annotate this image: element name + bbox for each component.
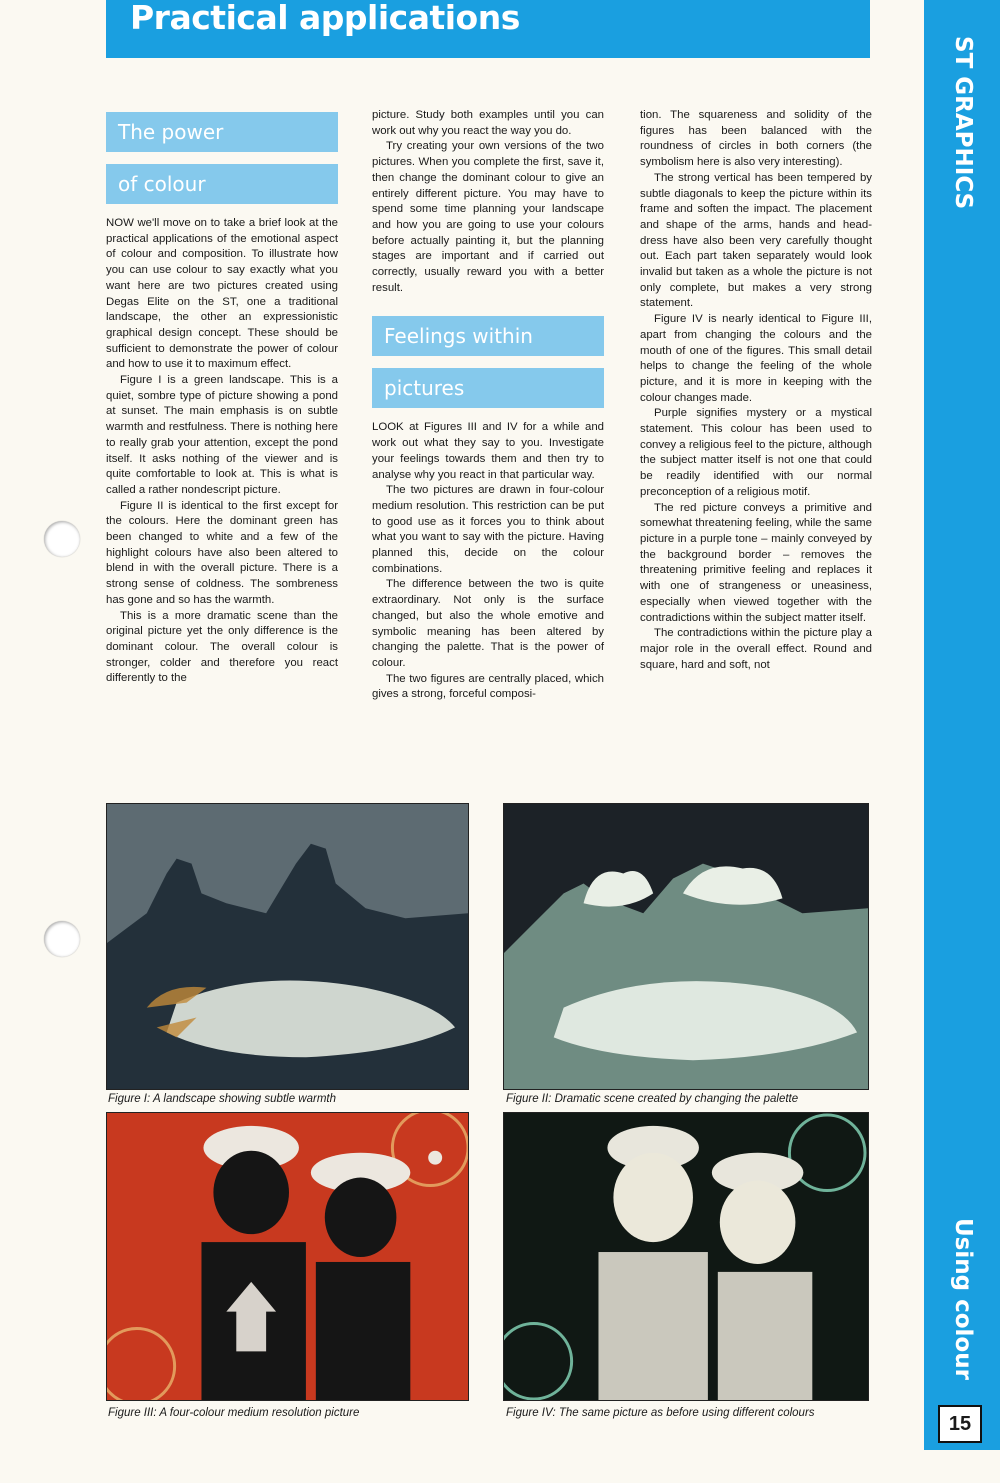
paragraph: NOW we'll move on to take a brief look at the practical applications of the emotional aspect of colour and composition. To illustrate how you can use colour to say exactly what you want here are two pictures created using Degas Elite on the ST, one a traditional landscape, the other an expressionistic graphical design concept. These should be sufficient to demonstrate the power of colour and how to use it to maximum effect. bbox=[106, 217, 338, 371]
figure-3-portrait bbox=[106, 1112, 469, 1401]
punch-hole bbox=[44, 921, 80, 957]
text-column-3 bbox=[640, 108, 872, 673]
section-heading: The power bbox=[106, 112, 338, 152]
figure-caption: Figure II: Dramatic scene created by changing the palette bbox=[506, 1093, 799, 1105]
section-heading: of colour bbox=[106, 164, 338, 204]
figure-caption: Figure IV: The same picture as before using different colours bbox=[506, 1407, 815, 1419]
page-number: 15 bbox=[938, 1405, 982, 1443]
chapter-label: Using colour bbox=[950, 1218, 976, 1380]
paragraph: The red picture conveys a primitive and somewhat threatening feeling, while the same picture in a purple tone – mainly conveyed by the background border – removes the threatening primitive feeling and replaces it with one of strangeness or uneasiness, especially when viewed together with the contradictions within the subject matter itself. bbox=[640, 501, 872, 624]
text-column-1 bbox=[106, 108, 338, 687]
paragraph: picture. Study both examples until you can work out why you react the way you do. bbox=[372, 109, 604, 137]
paragraph: The contradictions within the picture play a major role in the overall effect. Round and square, hard and soft, not bbox=[640, 627, 872, 671]
section-heading: pictures bbox=[372, 368, 604, 408]
figure-caption: Figure III: A four-colour medium resolution picture bbox=[108, 1407, 360, 1419]
punch-hole bbox=[44, 521, 80, 557]
section-label: ST GRAPHICS bbox=[950, 36, 976, 210]
paragraph: Purple signifies mystery or a mystical statement. This colour has been used to convey a religious feel to the picture, although the subject matter itself is not one that could be readily identified with our normal preconception of a religious motif. bbox=[640, 407, 872, 498]
paragraph: This is a more dramatic scene than the original picture yet the only difference is the dominant colour. The overall colour is stronger, colder and therefore you react differently to the bbox=[106, 609, 338, 685]
paragraph: Try creating your own versions of the two pictures. When you complete the first, save it, then change the dominant colour to give an entirely different picture. You may have to spend some time planning your landscape and how you are going to use your colours before actually painting it, but the planning stages are important and if carried out correctly, usually reward you with a better result. bbox=[372, 140, 604, 294]
figure-2-landscape bbox=[503, 803, 869, 1090]
paragraph: The two figures are centrally placed, which gives a strong, forceful composi- bbox=[372, 672, 604, 701]
paragraph: LOOK at Figures III and IV for a while and work out what they say to you. Investigate your feelings towards them and then try to analyse why you react in that particular way. bbox=[372, 421, 604, 481]
paragraph: The difference between the two is quite extraordinary. Not only is the surface changed, but also the whole emotive and symbolic meaning has been altered by changing the palette. That is the power of colour. bbox=[372, 578, 604, 669]
page-title: Practical applications bbox=[130, 0, 520, 37]
paragraph: The two pictures are drawn in four-colour medium resolution. This restriction can be put to good use as it forces you to think about what you want to say with the picture. Having planned this, decide on the colour combinations. bbox=[372, 484, 604, 575]
figure-caption: Figure I: A landscape showing subtle warmth bbox=[108, 1093, 336, 1105]
paragraph: Figure I is a green landscape. This is a quiet, sombre type of picture showing a pond at sunset. The main emphasis is on subtle warmth and restfulness. There is nothing here to really grab your attention, except the pond itself. It asks nothing of the viewer and is quite comfortable to look at. This is what is called a rather nondescript picture. bbox=[106, 374, 338, 496]
paragraph: tion. The squareness and solidity of the figures has been balanced with the roundness of circles in both corners (the symbolism here is also very interesting). bbox=[640, 109, 872, 169]
section-heading: Feelings within bbox=[372, 316, 604, 356]
figure-4-portrait bbox=[503, 1112, 869, 1401]
figure-1-landscape bbox=[106, 803, 469, 1090]
text-column-2 bbox=[372, 108, 604, 703]
paragraph: Figure II is identical to the first except for the colours. Here the dominant green has been changed to white and a few of the highlight colours have also been altered to blend in with the overall picture. There is a strong sense of coldness. The sombreness has gone and so has the warmth. bbox=[106, 499, 338, 606]
side-band bbox=[924, 0, 1000, 1450]
paragraph: Figure IV is nearly identical to Figure III, apart from changing the colours and the mouth of one of the figures. This small detail helps to change the feeling of the whole picture, and it is more in keeping with the colour changes made. bbox=[640, 313, 872, 404]
paragraph: The strong vertical has been tempered by subtle diagonals to keep the picture within its frame and soften the impact. The placement and shape of the arms, hands and head-dress have also been very carefully thought out. Each part taken separately would look invalid but taken as a whole the picture is not only complete, but makes a very strong statement. bbox=[640, 171, 872, 310]
title-bar bbox=[106, 0, 870, 58]
